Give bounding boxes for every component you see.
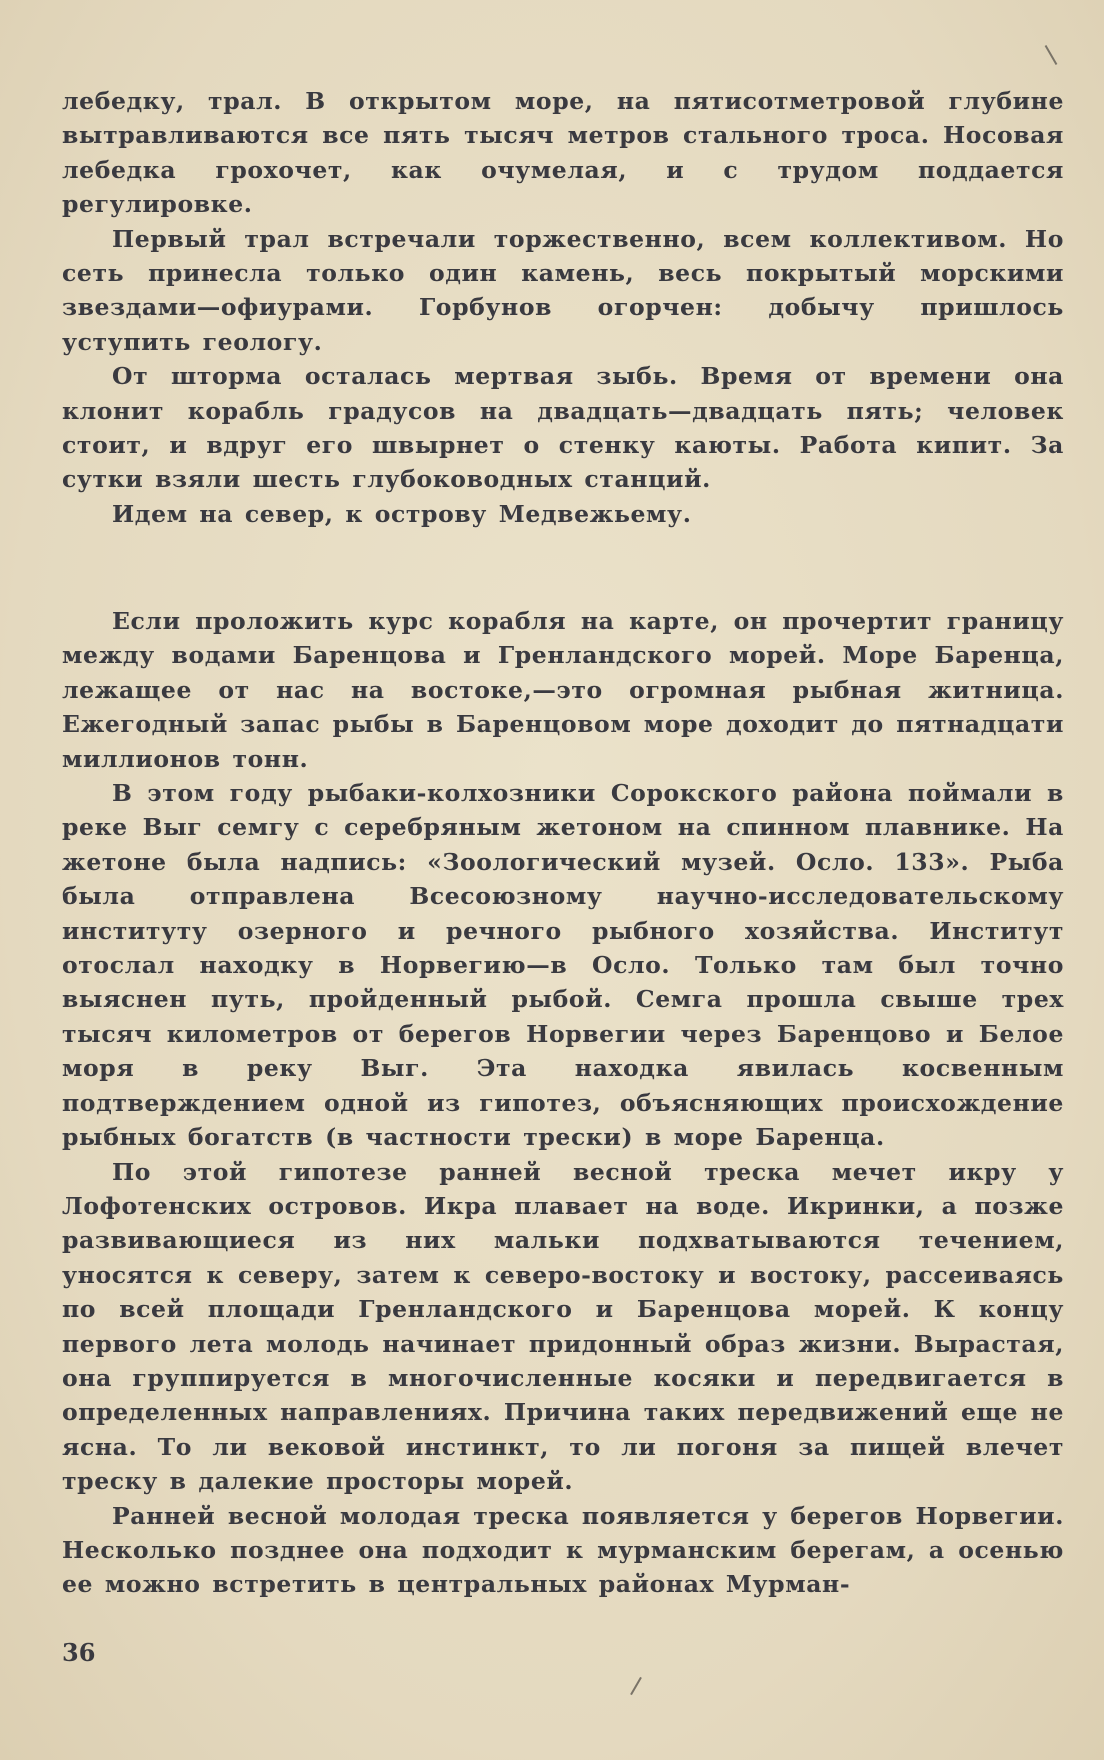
paragraph: лебедку, трал. В открытом море, на пятисотметровой глубине вытравливаются все пять тысяч метров стального троса. Носовая лебедка грохочет, как очумелая, и с трудом поддается регулировке.: [62, 87, 1064, 219]
paragraph: Идем на север, к острову Медвежьему.: [112, 499, 692, 528]
paragraph: Если проложить курс корабля на карте, он прочертит границу между водами Баренцова и Гренландского морей. Море Баренца, лежащее от нас на востоке,—это огромная рыбная житница. Ежегодный запас рыбы в Баренцовом море доходит до пятнадцати миллионов тонн.: [62, 607, 1064, 773]
paragraph: В этом году рыбаки-колхозники Сорокского района поймали в реке Выг семгу с серебряным жетоном на спинном плавнике. На жетоне была надпись: «Зоологический музей. Осло. 133». Рыба была отправлена Всесоюзному научно-исследовательскому институту озерного и речного рыбного хозяйства. Институт отослал находку в Норвегию—в Осло. Только там был точно выяснен путь, пройденный рыбой. Семга прошла свыше трех тысяч километров от берегов Норвегии через Баренцово и Белое моря в реку Выг. Эта находка явилась косвенным подтверждением одной из гипотез, объясняющих происхождение рыбных богатств (в частности трески) в море Баренца.: [62, 779, 1064, 1152]
page-mark: [630, 1677, 642, 1695]
paragraph: Первый трал встречали торжественно, всем коллективом. Но сеть принесла только один камень, весь покрытый морскими звездами—офиурами. Горбунов огорчен: добычу пришлось уступить геологу.: [62, 224, 1064, 356]
section-two: [62, 604, 1064, 1602]
page-number: 36: [62, 1638, 96, 1667]
paragraph: От шторма осталась мертвая зыбь. Время от времени она клонит корабль градусов на двадцать—двадцать пять; человек стоит, и вдруг его швырнет о стенку каюты. Работа кипит. За сутки взяли шесть глубоководных станций.: [62, 362, 1064, 494]
section-one: [62, 84, 1064, 531]
paragraph: По этой гипотезе ранней весной треска мечет икру у Лофотенских островов. Икра плавает на воде. Икринки, а позже развивающиеся из них мальки подхватываются течением, уносятся к северу, затем к северо-востоку и востоку, рассеиваясь по всей площади Гренландского и Баренцова морей. К концу первого лета молодь начинает придонный образ жизни. Вырастая, она группируется в многочисленные косяки и передвигается в определенных направлениях. Причина таких передвижений еще не ясна. То ли вековой инстинкт, то ли погоня за пищей влечет треску в далекие просторы морей.: [62, 1157, 1064, 1496]
page-mark: [1045, 45, 1058, 65]
paragraph: Ранней весной молодая треска появляется у берегов Норвегии. Несколько позднее она подходит к мурманским берегам, а осенью ее можно встретить в центральных районах Мурман-: [62, 1501, 1064, 1599]
